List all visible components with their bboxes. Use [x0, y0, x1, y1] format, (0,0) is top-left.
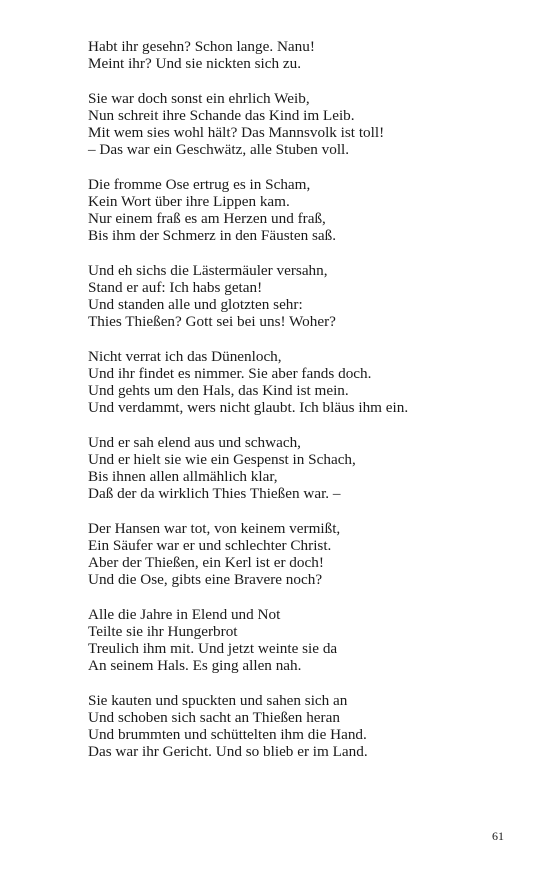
- poem-line: Und eh sichs die Lästermäuler versahn,: [88, 261, 328, 279]
- stanza: [88, 692, 488, 761]
- stanza: [88, 434, 488, 503]
- poem-line: Nicht verrat ich das Dünenloch,: [88, 347, 282, 365]
- poem-line: Und die Ose, gibts eine Bravere noch?: [88, 571, 323, 589]
- poem-line: Habt ihr gesehn? Schon lange. Nanu!: [88, 38, 315, 55]
- poem-line: Alle die Jahre in Elend und Not: [88, 605, 281, 623]
- page-number: 61: [492, 829, 504, 843]
- poem-line: Und brummten und schüttelten ihm die Hand.: [88, 726, 367, 743]
- poem-line: Stand er auf: Ich habs getan!: [88, 278, 263, 296]
- poem-line: Treulich ihm mit. Und jetzt weinte sie da: [88, 640, 338, 657]
- poem-line: Thies Thießen? Gott sei bei uns! Woher?: [88, 313, 336, 331]
- stanza: [88, 606, 488, 675]
- poem-line: Meint ihr? Und sie nickten sich zu.: [88, 55, 301, 73]
- poem-line: Das war ihr Gericht. Und so blieb er im Land.: [88, 743, 368, 761]
- poem-line: Und gehts um den Hals, das Kind ist mein.: [88, 382, 349, 399]
- poem-line: Sie kauten und spuckten und sahen sich an: [88, 691, 348, 709]
- stanza: [88, 38, 488, 72]
- poem-line: Und schoben sich sacht an Thießen heran: [88, 708, 340, 726]
- stanza: [88, 262, 488, 331]
- poem-line: Nur einem fraß es am Herzen und fraß,: [88, 210, 326, 227]
- poem-line: Kein Wort über ihre Lippen kam.: [88, 192, 290, 210]
- poem-line: Nun schreit ihre Schande das Kind im Leib.: [88, 106, 355, 124]
- poem-line: Bis ihnen allen allmählich klar,: [88, 468, 278, 485]
- poem-text: [88, 38, 488, 778]
- poem-line: Ein Säufer war er und schlechter Christ.: [88, 536, 332, 554]
- poem-line: Und er sah elend aus und schwach,: [88, 433, 301, 451]
- poem-line: Und standen alle und glotzten sehr:: [88, 296, 303, 313]
- poem-line: Der Hansen war tot, von keinem vermißt,: [88, 519, 341, 537]
- stanza: [88, 348, 488, 417]
- stanza: [88, 520, 488, 589]
- poem-line: Und verdammt, wers nicht glaubt. Ich bläus ihm ein.: [88, 399, 409, 417]
- poem-line: Daß der da wirklich Thies Thießen war. –: [88, 485, 341, 503]
- stanza: [88, 90, 488, 159]
- poem-line: An seinem Hals. Es ging allen nah.: [88, 657, 302, 675]
- poem-line: Aber der Thießen, ein Kerl ist er doch!: [88, 554, 324, 571]
- poem-line: Sie war doch sonst ein ehrlich Weib,: [88, 89, 310, 107]
- stanza: [88, 176, 488, 245]
- poem-line: – Das war ein Geschwätz, alle Stuben voll.: [88, 141, 350, 159]
- poem-line: Die fromme Ose ertrug es in Scham,: [88, 175, 311, 193]
- poem-line: Bis ihm der Schmerz in den Fäusten saß.: [88, 227, 337, 245]
- poem-line: Und er hielt sie wie ein Gespenst in Schach,: [88, 450, 356, 468]
- poem-line: Und ihr findet es nimmer. Sie aber fands doch.: [88, 364, 372, 382]
- poem-line: Mit wem sies wohl hält? Das Mannsvolk ist toll!: [88, 124, 385, 141]
- poem-line: Teilte sie ihr Hungerbrot: [88, 622, 238, 640]
